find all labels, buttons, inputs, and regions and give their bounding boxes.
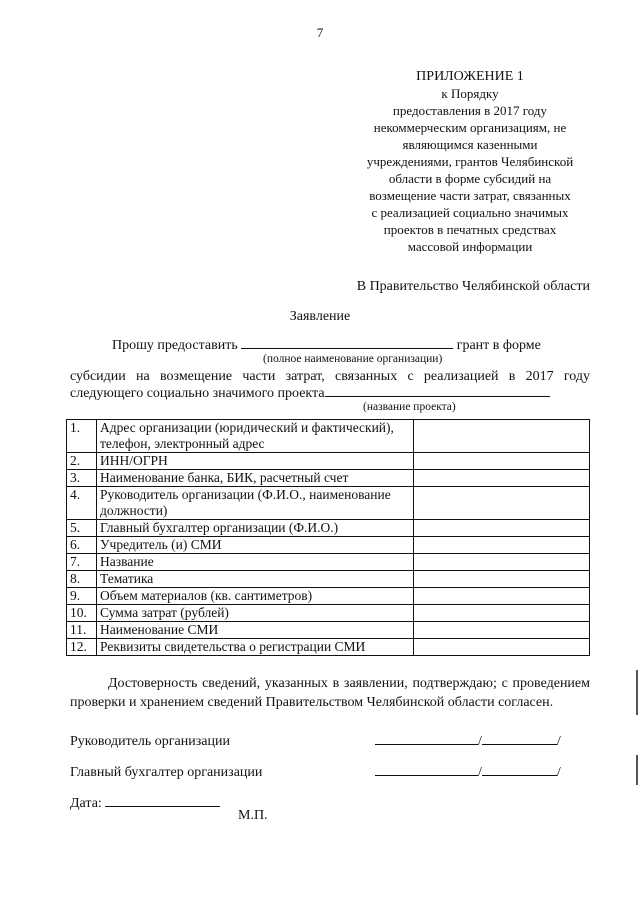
table-row [67,470,590,487]
appendix-line: некоммерческим организациям, не [373,120,567,135]
accountant-signature-label: Главный бухгалтер организации [70,765,263,780]
request-line-3-text: следующего социально значимого проекта [70,386,325,401]
row-number: 12. [67,639,97,656]
row-label: Руководитель организации (Ф.И.О., наименование должности) [97,487,414,520]
organization-hint: (полное наименование организации) [263,353,443,365]
row-value-cell[interactable] [414,588,590,605]
stamp-place: М.П. [238,808,268,823]
row-number: 7. [67,554,97,571]
row-label: Учредитель (и) СМИ [97,537,414,554]
appendix-line: области в форме субсидий на [388,171,552,186]
page-number: 7 [316,25,324,40]
separator: / [556,734,561,749]
row-label: Сумма затрат (рублей) [97,605,414,622]
row-value-cell[interactable] [414,537,590,554]
request-line-3 [70,386,550,402]
table-row [67,571,590,588]
row-label: Адрес организации (юридический и фактический), телефон, электронный адрес [97,420,414,453]
row-number: 1. [67,420,97,453]
row-value-cell[interactable] [414,571,590,588]
table-row [67,605,590,622]
date-field[interactable] [105,806,220,807]
head-signature-label: Руководитель организации [70,734,230,749]
appendix-line: являющимся казенными [402,137,538,152]
separator: / [478,734,482,749]
request-suffix: грант в форме [456,338,541,353]
appendix-line: проектов в печатных средствах [383,222,557,237]
table-row [67,420,590,453]
row-number: 6. [67,537,97,554]
table-row [67,520,590,537]
row-label: ИНН/ОГРН [97,453,414,470]
table-row [67,453,590,470]
appendix-line: учреждениями, грантов Челябинской [366,154,574,169]
row-value-cell[interactable] [414,420,590,453]
row-value-cell[interactable] [414,605,590,622]
accountant-signature-field[interactable] [375,775,478,776]
row-value-cell[interactable] [414,453,590,470]
appendix-title: ПРИЛОЖЕНИЕ 1 [416,69,524,84]
row-number: 5. [67,520,97,537]
head-name-field[interactable] [482,744,557,745]
row-value-cell[interactable] [414,470,590,487]
row-label: Наименование СМИ [97,622,414,639]
row-number: 2. [67,453,97,470]
row-number: 10. [67,605,97,622]
table-row [67,537,590,554]
recipient: В Правительство Челябинской области [356,279,590,294]
request-line-1 [112,338,541,354]
head-signature-fields [375,734,561,750]
project-hint: (название проекта) [363,401,456,413]
row-value-cell[interactable] [414,554,590,571]
head-signature-field[interactable] [375,744,478,745]
scan-edge-mark [636,755,638,785]
appendix-line: к Порядку [441,86,499,101]
row-label: Тематика [97,571,414,588]
row-number: 9. [67,588,97,605]
row-value-cell[interactable] [414,487,590,520]
info-table [66,419,590,656]
confirmation-paragraph: Достоверность сведений, указанных в заявлении, подтверждаю; с проведением проверки и хранением сведений Правительством Челябинской области согласен. [70,676,590,710]
appendix-line: возмещение части затрат, связанных [369,188,571,203]
row-number: 8. [67,571,97,588]
project-name-field[interactable] [325,396,550,397]
request-line-2: субсидии на возмещение части затрат, связанных с реализацией в 2017 году [70,369,590,384]
row-value-cell[interactable] [414,520,590,537]
request-prefix: Прошу предоставить [112,338,238,353]
row-label: Главный бухгалтер организации (Ф.И.О.) [97,520,414,537]
row-number: 4. [67,487,97,520]
row-value-cell[interactable] [414,639,590,656]
row-label: Реквизиты свидетельства о регистрации СМИ [97,639,414,656]
appendix-line: массовой информации [407,239,533,254]
table-row [67,639,590,656]
appendix-line: предоставления в 2017 году [392,103,548,118]
row-label: Название [97,554,414,571]
organization-name-field[interactable] [241,348,453,349]
table-row [67,554,590,571]
scan-edge-mark [636,670,638,715]
row-label: Наименование банка, БИК, расчетный счет [97,470,414,487]
table-row [67,487,590,520]
document-title: Заявление [289,309,351,324]
date-row [70,796,220,812]
row-value-cell[interactable] [414,622,590,639]
row-number: 11. [67,622,97,639]
appendix-line: с реализацией социально значимых [371,205,569,220]
appendix-block [330,68,610,255]
table-row [67,622,590,639]
separator: / [478,765,482,780]
accountant-name-field[interactable] [482,775,557,776]
separator: / [556,765,561,780]
row-label: Объем материалов (кв. сантиметров) [97,588,414,605]
row-number: 3. [67,470,97,487]
date-label: Дата: [70,796,102,811]
accountant-signature-fields [375,765,561,781]
table-row [67,588,590,605]
